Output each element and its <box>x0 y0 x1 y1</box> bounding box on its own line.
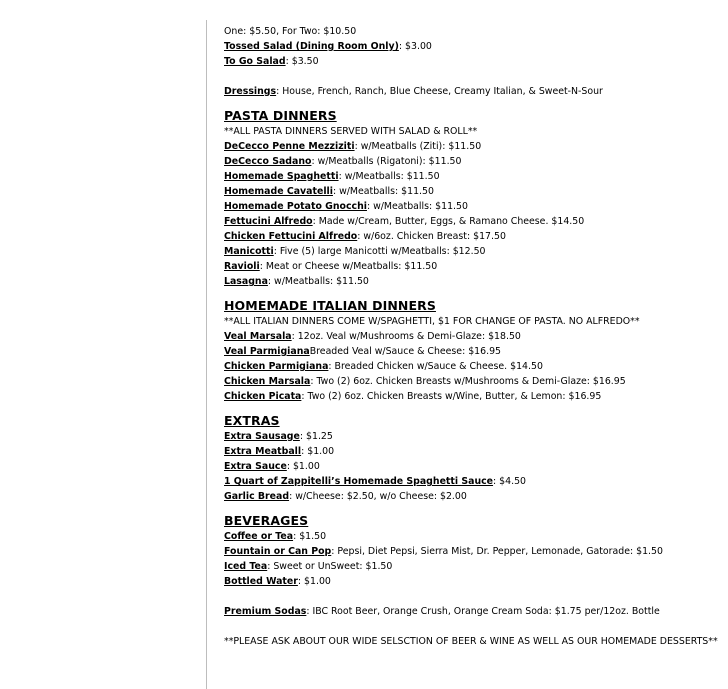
item-name: Iced Tea <box>224 561 268 572</box>
menu-item <box>224 244 720 259</box>
item-name: Chicken Parmigiana <box>224 361 329 372</box>
menu-item <box>224 184 720 199</box>
item-detail: : Meat or Cheese w/Meatballs: $11.50 <box>259 261 438 272</box>
item-name: Tossed Salad (Dining Room Only) <box>224 41 399 52</box>
item-detail: : w/Meatballs: $11.50 <box>338 171 440 182</box>
item-name: Chicken Picata <box>224 391 302 402</box>
item-name: Veal Marsala <box>224 331 292 342</box>
item-detail: : Breaded Chicken w/Sauce & Cheese. $14.50 <box>328 361 543 372</box>
item-detail: : House, French, Ranch, Blue Cheese, Creamy Italian, & Sweet-N-Sour <box>276 86 603 97</box>
menu-item <box>224 329 720 344</box>
item-name: Chicken Fettucini Alfredo <box>224 231 358 242</box>
menu-item <box>224 344 720 359</box>
item-detail: : Two (2) 6oz. Chicken Breasts w/Wine, Butter, & Lemon: $16.95 <box>301 391 602 402</box>
menu-item-dressings <box>224 84 720 99</box>
item-name: Homemade Spaghetti <box>224 171 339 182</box>
item-name: 1 Quart of Zappitelli’s Homemade Spaghetti Sauce <box>224 476 494 487</box>
item-detail: : $3.00 <box>398 41 432 52</box>
item-detail: : Pepsi, Diet Pepsi, Sierra Mist, Dr. Pepper, Lemonade, Gatorade: $1.50 <box>331 546 663 557</box>
menu-item-to-go-salad <box>224 54 720 69</box>
menu-item <box>224 199 720 214</box>
menu-item <box>224 474 720 489</box>
menu-item-premium-sodas <box>224 604 720 619</box>
item-detail: : $1.00 <box>286 461 320 472</box>
menu-item <box>224 459 720 474</box>
item-name: Homemade Cavatelli <box>224 186 333 197</box>
item-name: Fettucini Alfredo <box>224 216 313 227</box>
menu-item <box>224 529 720 544</box>
item-name: To Go Salad <box>224 56 286 67</box>
margin-rule <box>206 20 207 689</box>
menu-item <box>224 259 720 274</box>
menu-item <box>224 139 720 154</box>
menu-item <box>224 214 720 229</box>
section-note-italian: **ALL ITALIAN DINNERS COME W/SPAGHETTI, $1 FOR CHANGE OF PASTA. NO ALFREDO** <box>224 316 640 327</box>
item-detail: : Sweet or UnSweet: $1.50 <box>267 561 393 572</box>
item-detail: Breaded Veal w/Sauce & Cheese: $16.95 <box>309 346 502 357</box>
item-name: Ravioli <box>224 261 260 272</box>
item-name: Extra Sausage <box>224 431 300 442</box>
item-name: Premium Sodas <box>224 606 307 617</box>
menu-item <box>224 429 720 444</box>
item-detail: : Two (2) 6oz. Chicken Breasts w/Mushrooms & Demi-Glaze: $16.95 <box>310 376 626 387</box>
item-detail: : Five (5) large Manicotti w/Meatballs: $12.50 <box>273 246 486 257</box>
item-detail: : w/Meatballs (Ziti): $11.50 <box>354 141 482 152</box>
menu-item <box>224 444 720 459</box>
menu-item <box>224 359 720 374</box>
item-detail: : w/Meatballs: $11.50 <box>366 201 468 212</box>
section-note-pasta: **ALL PASTA DINNERS SERVED WITH SALAD & ROLL** <box>224 126 478 137</box>
item-detail: : w/Meatballs (Rigatoni): $11.50 <box>311 156 462 167</box>
menu-item <box>224 169 720 184</box>
menu-item <box>224 489 720 504</box>
menu-item <box>224 559 720 574</box>
item-detail: : $3.50 <box>285 56 319 67</box>
footer-note: **PLEASE ASK ABOUT OUR WIDE SELSCTION OF BEER & WINE AS WELL AS OUR HOMEMADE DESSERTS** <box>224 636 718 647</box>
item-detail: : 12oz. Veal w/Mushrooms & Demi-Glaze: $18.50 <box>291 331 521 342</box>
item-name: Homemade Potato Gnocchi <box>224 201 367 212</box>
item-detail: : w/Cheese: $2.50, w/o Cheese: $2.00 <box>289 491 467 502</box>
item-name: Dressings <box>224 86 277 97</box>
menu-item <box>224 389 720 404</box>
item-detail: : $1.25 <box>299 431 333 442</box>
item-detail: : w/Meatballs: $11.50 <box>332 186 434 197</box>
salad-price-text: One: $5.50, For Two: $10.50 <box>224 26 357 37</box>
item-name: Fountain or Can Pop <box>224 546 332 557</box>
item-name: Manicotti <box>224 246 274 257</box>
item-name: Veal Parmigiana <box>224 346 310 357</box>
item-name: Lasagna <box>224 276 268 287</box>
item-name: Extra Sauce <box>224 461 287 472</box>
menu-item-tossed-salad <box>224 39 720 54</box>
menu-item <box>224 274 720 289</box>
menu-item <box>224 544 720 559</box>
salad-price-line <box>224 24 720 39</box>
menu-item <box>224 229 720 244</box>
item-detail: : $4.50 <box>493 476 527 487</box>
menu-item <box>224 574 720 589</box>
item-detail: : $1.50 <box>293 531 327 542</box>
menu-content <box>224 24 720 649</box>
section-heading-pasta: PASTA DINNERS <box>224 108 337 123</box>
section-heading-beverages: BEVERAGES <box>224 513 309 528</box>
item-name: Extra Meatball <box>224 446 302 457</box>
section-heading-extras: EXTRAS <box>224 413 280 428</box>
item-name: Coffee or Tea <box>224 531 294 542</box>
section-heading-italian: HOMEMADE ITALIAN DINNERS <box>224 298 436 313</box>
item-detail: : w/6oz. Chicken Breast: $17.50 <box>357 231 506 242</box>
item-name: Garlic Bread <box>224 491 290 502</box>
item-name: DeCecco Penne Mezziziti <box>224 141 355 152</box>
menu-item <box>224 154 720 169</box>
item-detail: : w/Meatballs: $11.50 <box>267 276 369 287</box>
item-name: Bottled Water <box>224 576 298 587</box>
item-detail: : Made w/Cream, Butter, Eggs, & Ramano Cheese. $14.50 <box>312 216 585 227</box>
item-name: Chicken Marsala <box>224 376 311 387</box>
item-name: DeCecco Sadano <box>224 156 312 167</box>
item-detail: : $1.00 <box>297 576 331 587</box>
item-detail: : $1.00 <box>301 446 335 457</box>
item-detail: : IBC Root Beer, Orange Crush, Orange Cream Soda: $1.75 per/12oz. Bottle <box>306 606 660 617</box>
menu-item <box>224 374 720 389</box>
